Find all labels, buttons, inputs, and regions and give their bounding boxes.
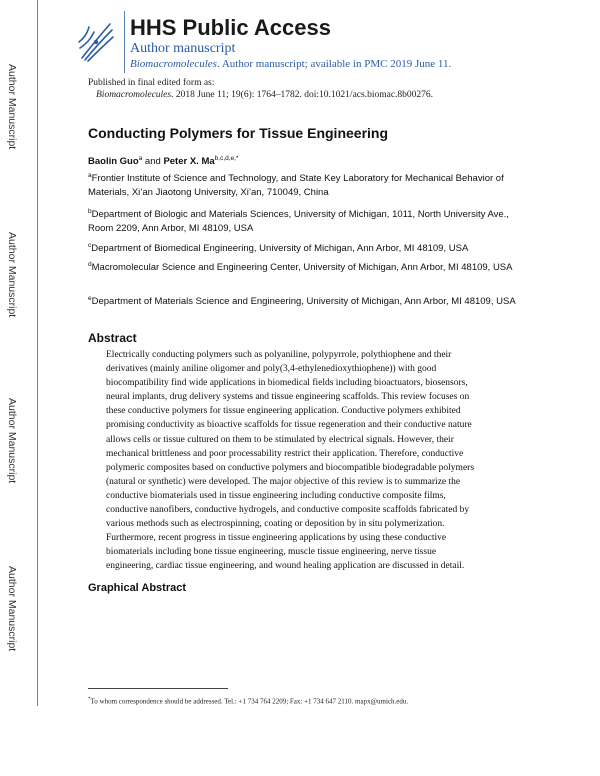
affiliation	[88, 292, 518, 309]
header-journal-line	[130, 58, 451, 70]
author-affiliation-marker: a	[138, 155, 143, 162]
affiliation	[88, 258, 518, 275]
header-divider	[124, 11, 125, 73]
header-title: HHS Public Access	[130, 15, 331, 40]
footnote-text: To whom correspondence should be addressed. Tel.: +1 734 764 2209; Fax: +1 734 647 2110. mapx@umich.edu.	[90, 697, 409, 706]
affiliation-text: Department of Biomedical Engineering, University of Michigan, Ann Arbor, MI 48109, USA	[91, 243, 469, 255]
availability-text: . Author manuscript; available in PMC 2019 June 11.	[216, 58, 452, 70]
abstract-body	[106, 348, 506, 574]
abstract-line: allows cells or tissue cultured on them to be stimulated by electrical signals. However, their	[106, 434, 454, 445]
journal-name: Biomacromolecules	[130, 58, 217, 70]
hhs-eagle-logo	[76, 18, 116, 64]
sidebar-divider	[37, 0, 38, 706]
affiliation-text: Department of Materials Science and Engineering, University of Michigan, Ann Arbor, MI 48109, USA	[91, 296, 516, 308]
affiliation	[88, 205, 518, 236]
published-label: Published in final edited form as:	[88, 78, 215, 88]
abstract-line: Furthermore, recent progress in tissue engineering applications by using these conductive	[106, 533, 447, 544]
abstract-line: mechanical brittleness and poor processability restrict their application. Therefore, conductive	[106, 448, 464, 459]
author-name: Baolin Guo	[88, 156, 139, 168]
affiliation-text: Macromolecular Science and Engineering Center, University of Michigan, Ann Arbor, MI 48109, USA	[91, 262, 513, 274]
graphical-abstract-heading: Graphical Abstract	[88, 582, 187, 594]
sidebar-label: Author Manuscript	[6, 398, 18, 484]
affiliation	[88, 169, 518, 200]
author-affiliation-marker: b,c,d,e,*	[214, 155, 239, 162]
abstract-line: engineering, cardiac tissue engineering, and wound healing application are discussed in detail.	[106, 561, 465, 572]
citation-journal: Biomacromolecules	[96, 90, 172, 100]
affiliation-marker: d	[88, 261, 92, 268]
author-line	[88, 155, 239, 167]
author-name: Peter X. Ma	[163, 156, 215, 168]
affiliation	[88, 239, 518, 256]
affiliation-marker: e	[88, 295, 92, 302]
abstract-line: promising conductivity as bioactive scaffolds for tissue regeneration and their conductive nature	[106, 420, 472, 431]
abstract-line: Electrically conducting polymers such as polyaniline, polypyrrole, polythiophene and their	[106, 350, 452, 360]
author-separator: and	[142, 156, 164, 168]
abstract-line: various methods such as electrospinning, coating or deposition by in situ polymerization.	[106, 519, 445, 530]
affiliation-text: Department of Biologic and Materials Sciences, University of Michigan, 1011, North University Ave., Room 2209, Ann Arbor, MI 48109, USA	[88, 209, 509, 235]
abstract-line: biomaterials including bone tissue engineering, muscle tissue engineering, nerve tissue	[106, 547, 437, 558]
affiliation-marker: c	[88, 242, 92, 249]
abstract-line: polymeric composites based on conductive polymers and biocompatible biodegradable polymers	[106, 462, 475, 473]
footnote-marker: *	[88, 697, 91, 702]
abstract-line: biocompatibility find wide applications in biomedical fields including bioactuators, biosensors,	[106, 378, 468, 389]
citation	[96, 90, 433, 100]
affiliation-marker: b	[88, 208, 92, 215]
citation-details: . 2018 June 11; 19(6): 1764–1782. doi:10.1021/acs.biomac.8b00276.	[171, 90, 434, 100]
affiliation-text: Frontier Institute of Science and Technology, and State Key Laboratory for Mechanical Behavior of Materials, Xi’an Jiaotong University, Xi’an, 710049, China	[88, 173, 504, 199]
sidebar-label: Author Manuscript	[6, 232, 18, 318]
abstract-line: neural implants, drug delivery systems and tissue engineering scaffolds. This review focuses on	[106, 392, 470, 403]
sidebar-label: Author Manuscript	[6, 566, 18, 652]
affiliation-marker: a	[88, 172, 92, 179]
footnote	[88, 697, 408, 705]
sidebar-label: Author Manuscript	[6, 64, 18, 150]
abstract-line: these conductive polymers for tissue engineering application. Conductive polymers exhibited	[106, 406, 461, 417]
article-title: Conducting Polymers for Tissue Engineering	[88, 125, 389, 141]
abstract-line: conductive nanofibers, conductive hydrogels, and conductive composite scaffolds fabricated by	[106, 505, 470, 516]
footnote-divider	[88, 688, 228, 689]
header-subtitle: Author manuscript	[130, 41, 236, 56]
abstract-line: derivatives (mainly aniline oligomer and poly(3,4-ethylenedioxythiophene)) with good	[106, 364, 437, 375]
abstract-heading: Abstract	[88, 331, 137, 345]
abstract-line: conductive biomaterials used in tissue engineering including conductive composite films,	[106, 490, 446, 501]
abstract-line: (natural or synthetic) were developed. The major objective of this review is to summarize the	[106, 476, 461, 487]
